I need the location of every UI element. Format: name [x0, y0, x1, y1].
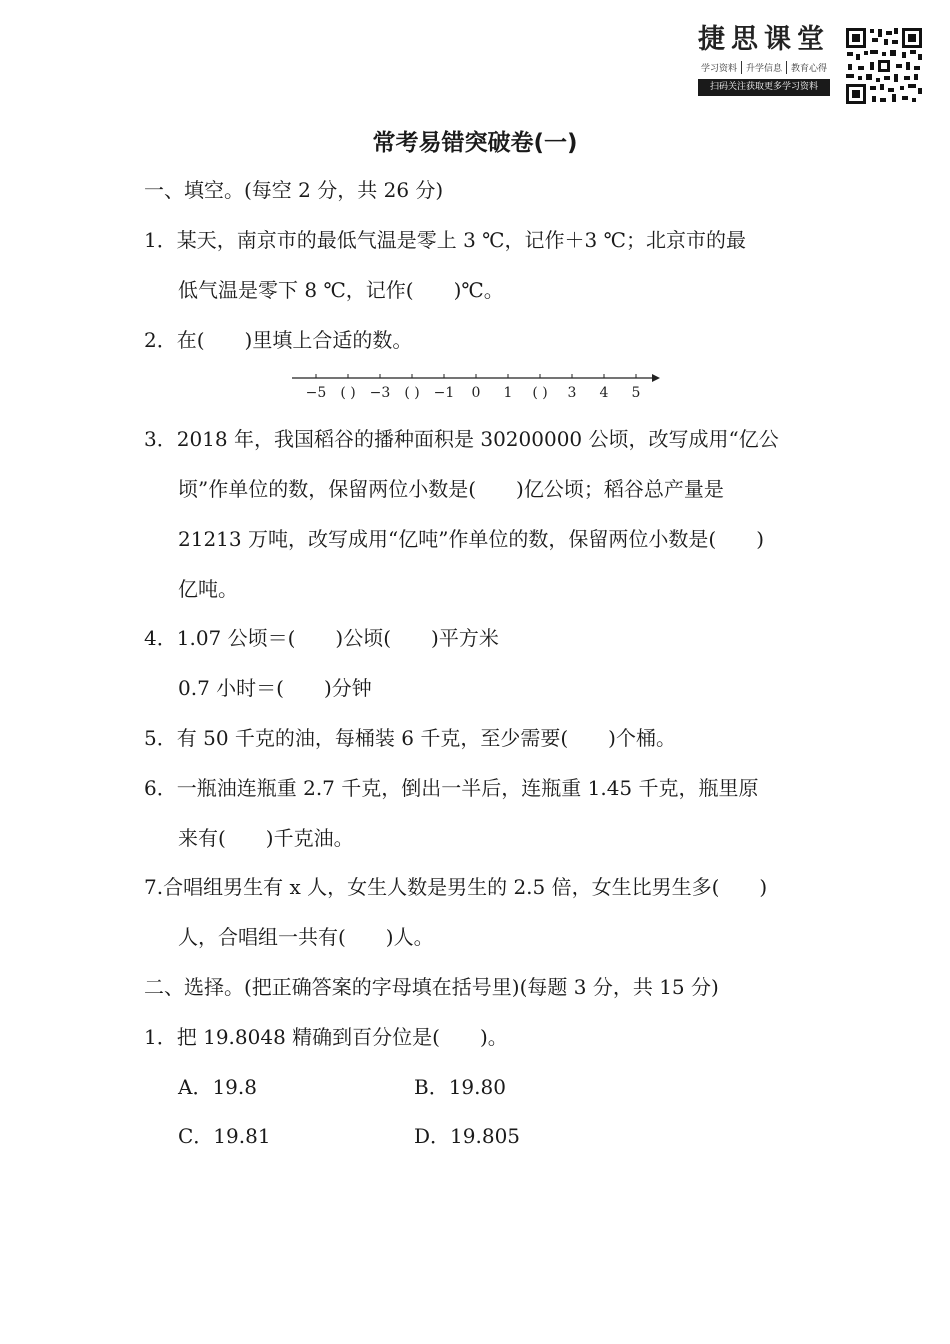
- question-2: [144, 325, 412, 355]
- brand-tag: 教育心得: [786, 61, 831, 74]
- question-text: 0.7 小时＝( )分钟: [178, 676, 372, 700]
- question-text: 把 19.8048 精确到百分位是( )。: [176, 1025, 508, 1049]
- question-text: 亿吨。: [178, 577, 238, 601]
- number-line-label: ( ): [532, 385, 548, 401]
- question-5: [144, 723, 676, 753]
- question-number: 1．: [144, 1025, 177, 1049]
- question-1: [144, 1022, 508, 1052]
- section-heading: 一、填空。(每空 2 分，共 26 分): [144, 178, 444, 202]
- question-number: 5．: [144, 726, 177, 750]
- number-line-label: ( ): [340, 385, 356, 401]
- option-a: A．19.8: [178, 1075, 257, 1099]
- qr-code-icon: [844, 26, 924, 106]
- question-number: 4．: [144, 626, 177, 650]
- option-c: C．19.81: [178, 1124, 271, 1148]
- brand-tag: 学习资料: [700, 64, 737, 74]
- question-text: 来有( )千克油。: [178, 826, 354, 850]
- question-number: 6．: [144, 776, 177, 800]
- question-text: 合唱组男生有 x 人，女生人数是男生的 2.5 倍，女生比男生多( ): [163, 875, 768, 899]
- brand-slogan: 扫码关注获取更多学习资料: [698, 79, 830, 96]
- question-text: 人，合唱组一共有( )人。: [178, 925, 434, 949]
- question-text: 2018 年，我国稻谷的播种面积是 30200000 公顷，改写成用“亿公: [176, 427, 779, 451]
- question-6: [144, 773, 759, 803]
- option-b: B．19.80: [414, 1075, 506, 1099]
- number-line-label: 1: [503, 385, 513, 401]
- page-title: 常考易错突破卷(一): [372, 130, 578, 156]
- number-line-label: 3: [567, 385, 577, 401]
- number-line-label: −3: [369, 385, 391, 401]
- question-1: [144, 225, 746, 255]
- number-line-label: −5: [305, 385, 327, 401]
- question-7: [144, 872, 767, 902]
- brand-name: 捷思课堂: [698, 24, 830, 55]
- question-number: 2．: [144, 328, 177, 352]
- question-number: 3．: [144, 427, 177, 451]
- question-3: [144, 424, 779, 454]
- arrow-icon: [652, 374, 660, 382]
- question-text: 21213 万吨，改写成用“亿吨”作单位的数，保留两位小数是( ): [178, 527, 765, 551]
- question-text: 低气温是零下 8 ℃，记作( )℃。: [178, 278, 504, 302]
- number-line-label: ( ): [404, 385, 420, 401]
- brand-tag: 升学信息: [741, 61, 786, 74]
- section-heading: 二、选择。(把正确答案的字母填在括号里)(每题 3 分，共 15 分): [144, 975, 719, 999]
- option-d: D．19.805: [414, 1124, 521, 1148]
- question-number: 1．: [144, 228, 177, 252]
- question-text: 顷”作单位的数，保留两位小数是( )亿公顷；稻谷总产量是: [178, 477, 724, 501]
- number-line-label: 0: [471, 385, 481, 401]
- brand-tags: [694, 61, 834, 74]
- number-line-label: 5: [631, 385, 641, 401]
- question-text: 某天，南京市的最低气温是零上 3 ℃，记作＋3 ℃；北京市的最: [176, 228, 747, 252]
- question-text: 一瓶油连瓶重 2.7 千克，倒出一半后，连瓶重 1.45 千克，瓶里原: [176, 776, 759, 800]
- brand-block: [694, 22, 834, 96]
- question-text: 有 50 千克的油，每桶装 6 千克，至少需要( )个桶。: [176, 726, 676, 750]
- number-line-label: −1: [433, 385, 455, 401]
- question-4: [144, 623, 499, 653]
- question-text: 在( )里填上合适的数。: [176, 328, 413, 352]
- number-line-label: 4: [599, 385, 609, 401]
- question-text: 1.07 公顷＝( )公顷( )平方米: [176, 626, 499, 650]
- number-line: [292, 368, 662, 408]
- question-number: 7.: [144, 875, 164, 899]
